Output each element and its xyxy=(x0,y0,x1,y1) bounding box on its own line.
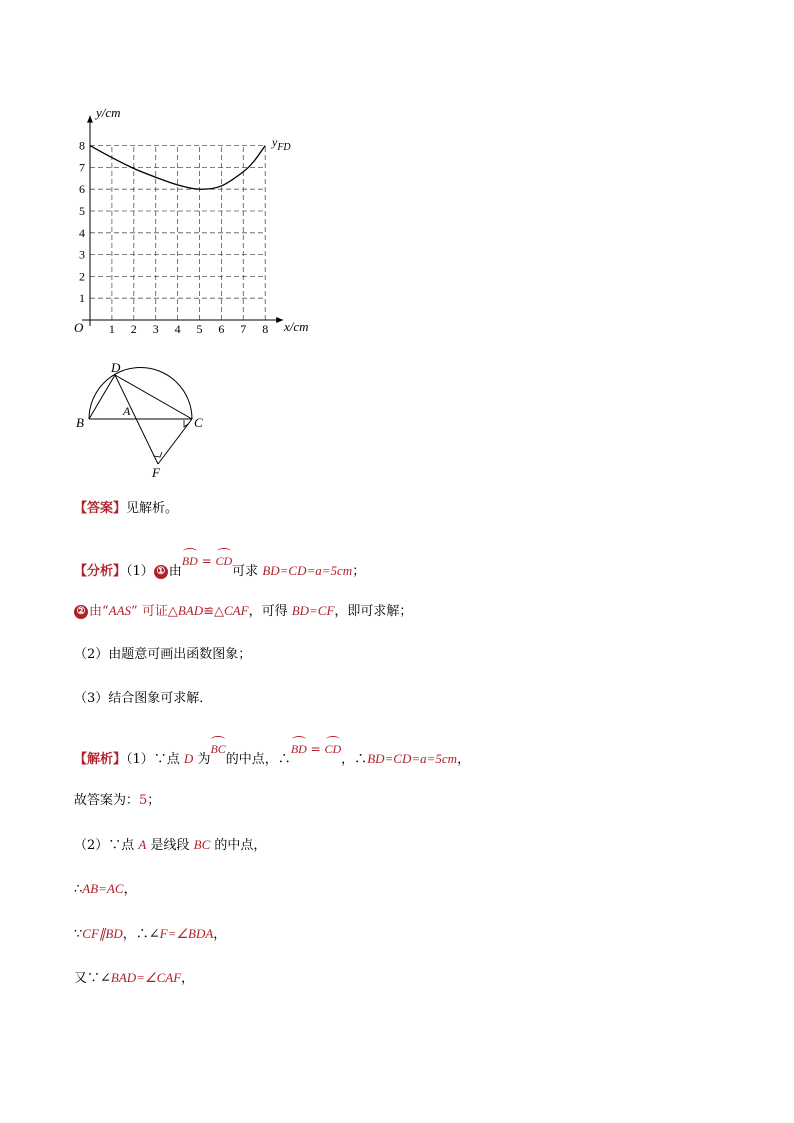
answer-text: 见解析。 xyxy=(126,501,179,516)
solution-l5-sep: ，∴∠ xyxy=(122,927,160,942)
solution-line-5 xyxy=(74,925,226,944)
solution-l1-sep: ，∴ xyxy=(341,752,368,767)
y-tick-label: 8 xyxy=(79,138,85,153)
solution-l5-expr2: F=∠BDA xyxy=(159,926,214,941)
solution-l3-bc: BC xyxy=(193,837,211,852)
y-axis-label: y/cm xyxy=(96,105,121,120)
chart-grid xyxy=(90,146,265,320)
label-c: C xyxy=(194,415,203,430)
analysis-p1-tail: 可求 xyxy=(232,564,263,579)
solution-l1-result: BD=CD=a=5cm xyxy=(367,751,458,766)
analysis-p2-text4: ，即可求解； xyxy=(334,604,413,619)
solution-l4-therefore: ∴ xyxy=(74,882,83,897)
solution-line-2 xyxy=(74,792,160,810)
label-d: D xyxy=(111,360,121,375)
x-tick-label: 3 xyxy=(152,322,159,336)
arc-bd: BD xyxy=(181,554,198,568)
x-axis-arrow xyxy=(276,317,283,323)
solution-l3-prefix: （2）∵点 xyxy=(74,838,139,853)
analysis-p2-text1: 由“ xyxy=(89,604,109,619)
x-tick-label: 5 xyxy=(196,322,203,336)
solution-l1-d: D xyxy=(183,751,194,766)
solution-l5-because: ∵ xyxy=(74,927,83,942)
right-angle-mark-c xyxy=(184,420,188,427)
analysis-line-4: （3）结合图象可求解． xyxy=(74,691,213,706)
x-tick-label: 6 xyxy=(218,322,225,336)
y-tick-label: 6 xyxy=(79,182,85,197)
analysis-p2-t1: BAD xyxy=(177,603,204,618)
y-tick-label: 3 xyxy=(79,247,85,262)
solution-l1-wei: 为 xyxy=(193,752,211,767)
x-tick-label: 1 xyxy=(108,322,115,336)
circle-num-2: ② xyxy=(74,605,88,619)
analysis-p2-t2: CAF xyxy=(224,603,249,618)
solution-l5-end: ， xyxy=(213,927,227,942)
analysis-p2-cong: ≌△ xyxy=(203,604,224,619)
analysis-p2-eq: BD=CF xyxy=(291,603,335,618)
function-chart xyxy=(0,0,794,345)
segment-cf xyxy=(158,419,192,464)
y-tick-label: 5 xyxy=(79,204,85,218)
label-a: A xyxy=(123,404,131,418)
x-tick-label: 7 xyxy=(240,322,247,336)
solution-tag: 【解析】 xyxy=(74,752,127,767)
chart-ticks xyxy=(79,139,268,336)
x-tick-label: 2 xyxy=(130,322,137,336)
geometry-figure xyxy=(70,360,220,485)
segment-bd xyxy=(89,375,115,419)
solution-l1-mid: 的中点，∴ xyxy=(225,752,291,767)
analysis-p1-end: ； xyxy=(352,564,366,579)
right-angle-mark-f xyxy=(154,452,162,457)
analysis-tag: 【分析】 xyxy=(74,564,127,579)
y-tick-label: 7 xyxy=(79,160,85,175)
arc-cd-2: CD xyxy=(324,742,342,756)
analysis-p2-aas: AAS xyxy=(108,603,132,618)
solution-l5-expr1: CF∥BD xyxy=(82,926,123,941)
solution-l4-end: ， xyxy=(123,882,137,897)
series-label: $y_{FD}$ xyxy=(272,135,291,153)
solution-l2-end: ； xyxy=(147,793,161,808)
solution-line-1 xyxy=(74,742,471,769)
solution-l3-a: A xyxy=(138,837,147,852)
solution-l1-end: ， xyxy=(457,752,471,767)
analysis-line-3: （2）由题意可画出函数图象； xyxy=(74,647,252,662)
solution-l1-eq: = xyxy=(306,742,325,756)
solution-line-6 xyxy=(74,969,194,988)
analysis-p1-eq: = xyxy=(197,554,216,568)
analysis-p2-text2: ” 可证△ xyxy=(131,604,178,619)
label-f: F xyxy=(152,465,160,480)
arc-bc: BC xyxy=(210,742,226,756)
answer-line xyxy=(74,500,178,518)
analysis-p1-you: 由 xyxy=(168,564,182,579)
y-tick-label: 2 xyxy=(79,269,85,284)
label-b: B xyxy=(76,415,84,430)
solution-l3-mid: 是线段 xyxy=(146,838,194,853)
analysis-line-2 xyxy=(74,602,412,621)
x-tick-label: 4 xyxy=(174,322,181,336)
y-tick-label: 4 xyxy=(79,225,85,240)
solution-l6-end: ， xyxy=(181,971,195,986)
origin-label: O xyxy=(74,320,84,335)
analysis-p1-prefix: （1） xyxy=(126,564,154,579)
solution-l6-expr: BAD=∠CAF xyxy=(110,970,182,985)
solution-l4-expr: AB=AC xyxy=(82,881,124,896)
analysis-line-1 xyxy=(74,554,366,581)
x-tick-label: 8 xyxy=(262,322,269,336)
analysis-p1-result: BD=CD=a=5cm xyxy=(262,563,353,578)
solution-l2-text: 故答案为： xyxy=(74,793,140,808)
solution-l2-val: 5 xyxy=(139,793,148,808)
solution-line-4 xyxy=(74,880,137,899)
x-axis-label: x/cm xyxy=(284,319,309,334)
solution-l3-end: 的中点， xyxy=(210,838,267,853)
arc-cd: CD xyxy=(215,554,233,568)
answer-tag: 【答案】 xyxy=(74,501,127,516)
y-axis-arrow xyxy=(87,116,93,123)
solution-line-3 xyxy=(74,836,266,855)
circle-num-1: ① xyxy=(154,565,168,579)
solution-l1-prefix: （1）∵点 xyxy=(126,752,184,767)
y-tick-label: 1 xyxy=(79,291,85,306)
analysis-p2-text3: ，可得 xyxy=(248,604,292,619)
solution-l6-again: 又∵∠ xyxy=(74,971,111,986)
arc-bd-2: BD xyxy=(290,742,307,756)
